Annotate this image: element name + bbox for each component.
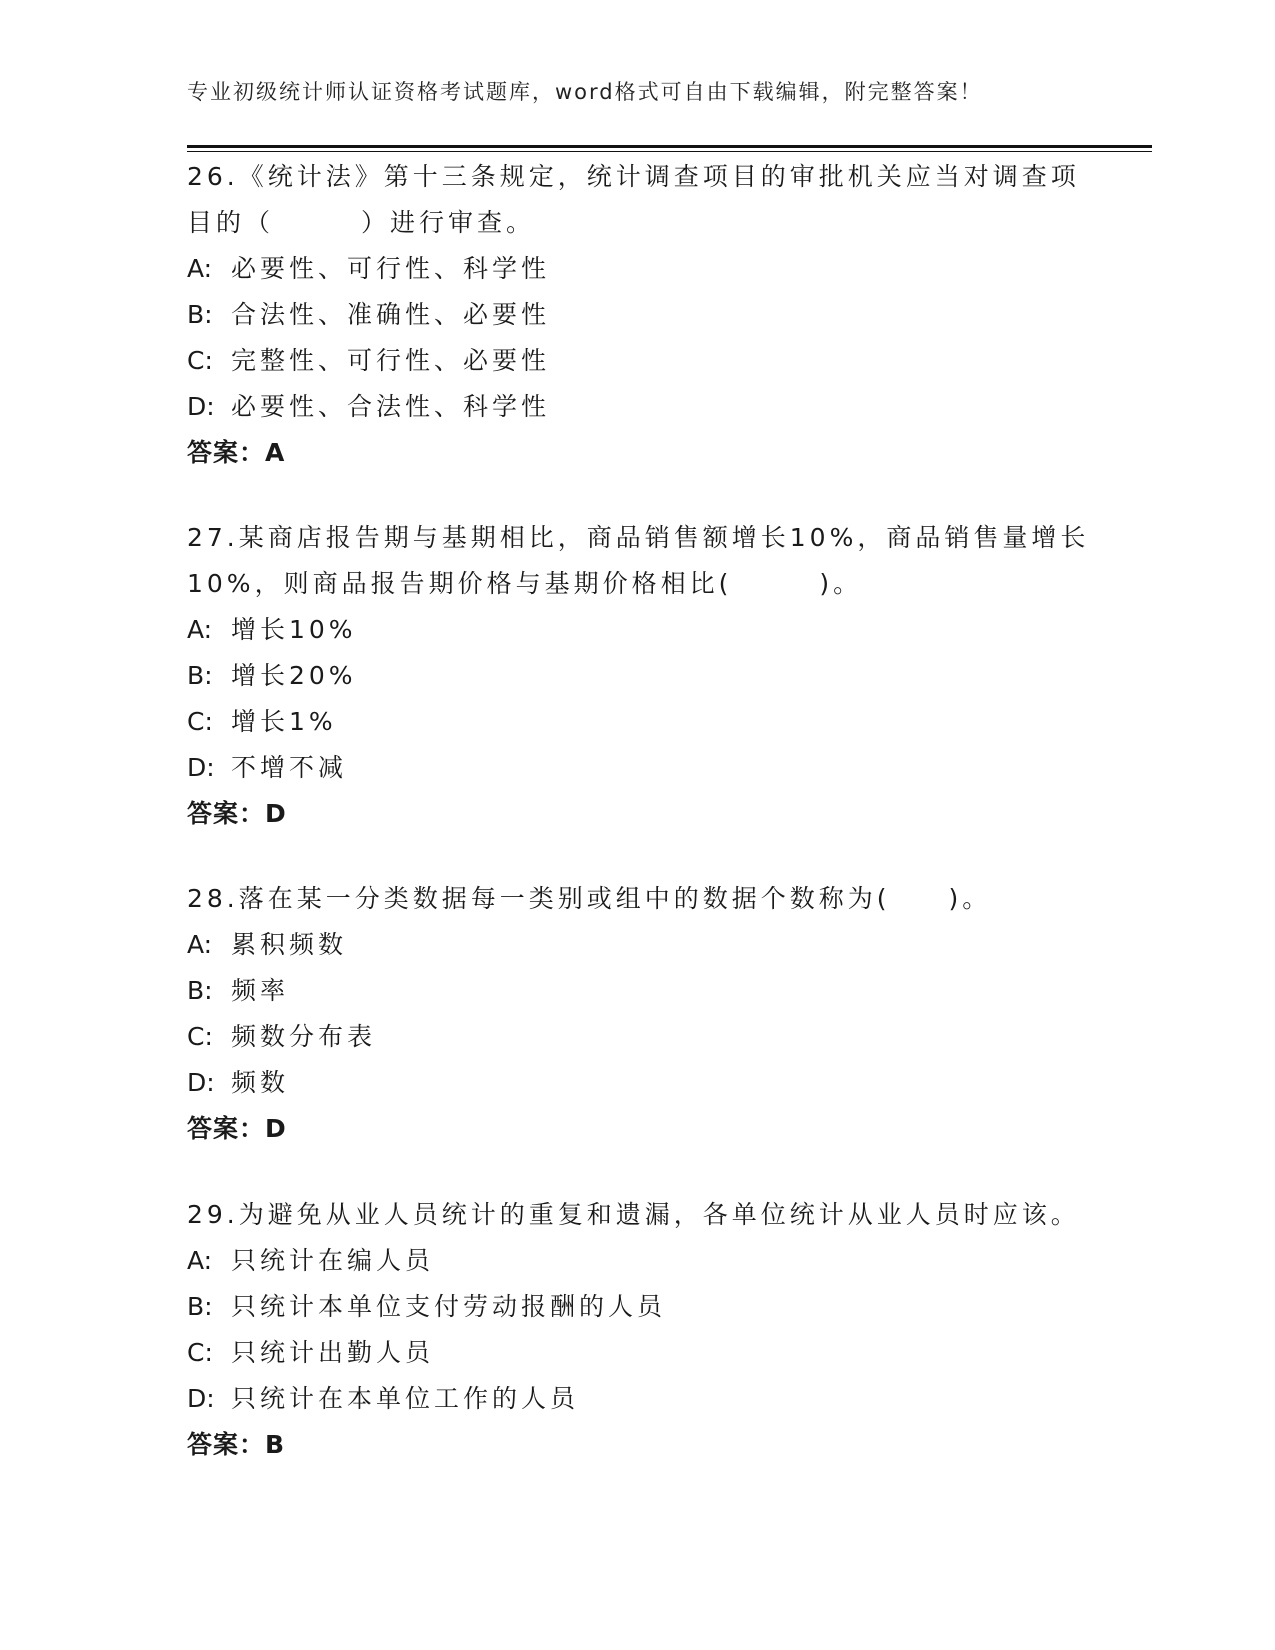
option-a: [187, 246, 1087, 292]
option-letter: A:: [187, 930, 213, 959]
option-c: [187, 699, 1087, 745]
answer-line: 答案：B: [187, 1430, 286, 1459]
option-a: [187, 922, 1087, 968]
option-a: [187, 1238, 1087, 1284]
option-letter: C:: [187, 1338, 213, 1367]
option-d: [187, 1060, 1087, 1106]
question-28: [187, 876, 1087, 1152]
option-d: [187, 1376, 1087, 1422]
header-divider-thick: [187, 145, 1152, 148]
question-stem-line: 10%，则商品报告期价格与基期价格相比( )。: [187, 569, 863, 598]
page-header: 专业初级统计师认证资格考试题库，word格式可自由下载编辑，附完整答案！: [187, 80, 983, 104]
option-text: 频率: [231, 976, 290, 1005]
option-b: [187, 292, 1087, 338]
question-27: [187, 515, 1090, 837]
option-d: [187, 384, 1087, 430]
option-text: 增长1%: [231, 707, 337, 736]
question-stem-line: 目的（ ）进行审查。: [187, 208, 536, 237]
option-d: [187, 745, 1087, 791]
option-c: [187, 338, 1087, 384]
option-letter: B:: [187, 1292, 213, 1321]
option-text: 合法性、准确性、必要性: [231, 300, 551, 329]
answer-line: 答案：D: [187, 799, 287, 828]
option-a: [187, 607, 1087, 653]
option-letter: A:: [187, 254, 213, 283]
question-stem-line: 28.落在某一分类数据每一类别或组中的数据个数称为( )。: [187, 884, 992, 913]
option-text: 必要性、合法性、科学性: [231, 392, 551, 421]
option-text: 完整性、可行性、必要性: [231, 346, 551, 375]
option-c: [187, 1014, 1087, 1060]
option-letter: B:: [187, 976, 213, 1005]
option-b: [187, 653, 1087, 699]
answer-line: 答案：D: [187, 1114, 287, 1143]
option-text: 必要性、可行性、科学性: [231, 254, 551, 283]
option-letter: C:: [187, 707, 213, 736]
option-letter: A:: [187, 1246, 213, 1275]
question-stem-line: 29.为避免从业人员统计的重复和遗漏，各单位统计从业人员时应该。: [187, 1200, 1080, 1229]
option-letter: A:: [187, 615, 213, 644]
option-text: 只统计在编人员: [231, 1246, 435, 1275]
option-text: 不增不减: [231, 753, 348, 782]
header-divider-thin: [187, 151, 1152, 152]
question-29: [187, 1192, 1087, 1468]
option-c: [187, 1330, 1087, 1376]
option-text: 只统计本单位支付劳动报酬的人员: [231, 1292, 667, 1321]
option-text: 只统计在本单位工作的人员: [231, 1384, 580, 1413]
option-letter: D:: [187, 753, 215, 782]
option-letter: B:: [187, 300, 213, 329]
question-stem-line: 27.某商店报告期与基期相比，商品销售额增长10%，商品销售量增长: [187, 523, 1090, 552]
option-text: 增长10%: [231, 615, 357, 644]
option-text: 频数分布表: [231, 1022, 377, 1051]
option-letter: C:: [187, 1022, 213, 1051]
option-letter: D:: [187, 1068, 215, 1097]
option-letter: B:: [187, 661, 213, 690]
question-26: [187, 154, 1087, 476]
option-letter: D:: [187, 1384, 215, 1413]
option-b: [187, 968, 1087, 1014]
option-letter: D:: [187, 392, 215, 421]
option-text: 只统计出勤人员: [231, 1338, 435, 1367]
option-text: 累积频数: [231, 930, 348, 959]
option-letter: C:: [187, 346, 213, 375]
question-stem-line: 26.《统计法》第十三条规定，统计调查项目的审批机关应当对调查项: [187, 162, 1080, 191]
option-text: 增长20%: [231, 661, 357, 690]
option-b: [187, 1284, 1087, 1330]
answer-line: 答案：A: [187, 438, 286, 467]
option-text: 频数: [231, 1068, 290, 1097]
